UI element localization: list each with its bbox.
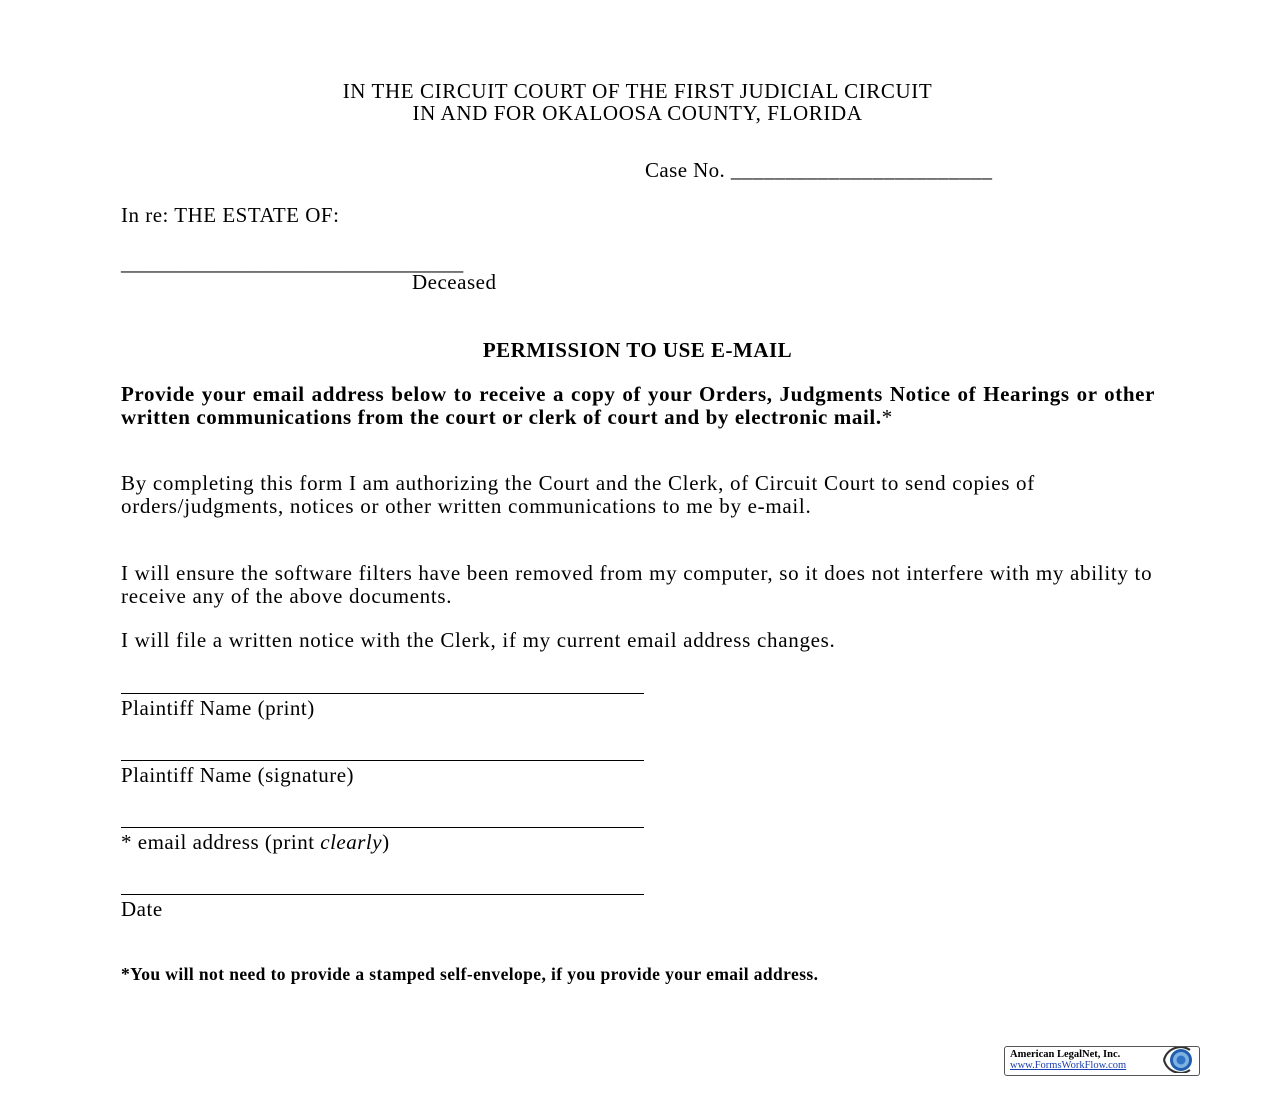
plaintiff-signature-label: Plaintiff Name (signature) xyxy=(121,763,355,787)
intro-asterisk: * xyxy=(881,404,893,429)
email-label-prefix: * email address (print xyxy=(121,830,321,854)
authorization-paragraph: By completing this form I am authorizing the Court and the Clerk, of Circuit Court to send copies of orders/judgments, notices or other written communications to me by e-mail. xyxy=(121,471,1035,518)
plaintiff-name-print-label: Plaintiff Name (print) xyxy=(121,696,315,720)
case-number-field: Case No. ________________________ xyxy=(645,158,993,182)
date-line xyxy=(121,894,644,895)
intro-paragraph xyxy=(121,383,1155,428)
publisher-website-link[interactable]: www.FormsWorkFlow.com xyxy=(1010,1060,1127,1071)
in-re-estate-label: In re: THE ESTATE OF: xyxy=(121,203,340,227)
court-header-line-2: IN AND FOR OKALOOSA COUNTY, FLORIDA xyxy=(412,101,863,125)
email-address-line xyxy=(121,827,644,828)
plaintiff-signature-line xyxy=(121,760,644,761)
publisher-company-name: American LegalNet, Inc. xyxy=(1010,1049,1121,1060)
deceased-label: Deceased xyxy=(412,270,497,294)
plaintiff-name-print-line xyxy=(121,693,644,694)
court-header-line-1: IN THE CIRCUIT COURT OF THE FIRST JUDICIAL CIRCUIT xyxy=(342,79,933,103)
email-change-paragraph: I will file a written notice with the Clerk, if my current email address changes. xyxy=(121,628,836,652)
document-title: PERMISSION TO USE E-MAIL xyxy=(482,338,793,362)
intro-paragraph-text: Provide your email address below to receive a copy of your Orders, Judgments Notice of Hearings or other written communications from the court or clerk of court and by electronic mail. xyxy=(121,382,1155,429)
email-label-emphasis: clearly xyxy=(320,830,383,854)
software-filters-paragraph: I will ensure the software filters have been removed from my computer, so it does not interfere with my ability to receive any of the above documents. xyxy=(121,561,1153,608)
footnote: *You will not need to provide a stamped self-envelope, if you provide your email address. xyxy=(121,964,819,984)
globe-emblem-icon xyxy=(1160,1047,1198,1073)
email-label-suffix: ) xyxy=(382,830,390,854)
deceased-name-blank: ________________________________ xyxy=(121,251,464,275)
email-address-label xyxy=(121,830,390,855)
date-label: Date xyxy=(121,897,163,921)
